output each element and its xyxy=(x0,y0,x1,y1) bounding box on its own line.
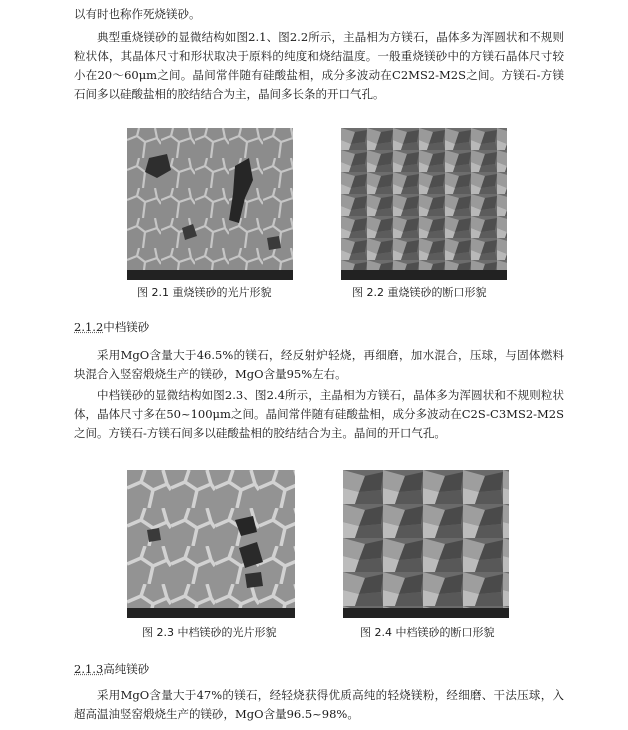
section-heading-high-purity xyxy=(74,660,149,679)
paragraph-intro-tail: 以有时也称作死烧镁砂。 xyxy=(74,7,201,21)
figure-2-3-polished-section-image xyxy=(127,470,295,618)
figure-2-1-caption: 图 2.1 重烧镁砂的光片形貌 xyxy=(137,286,272,299)
figure-2-4-caption: 图 2.4 中档镁砂的断口形貌 xyxy=(360,626,495,639)
figure-2-1-polished-section-image xyxy=(127,128,293,280)
section-title: 高纯镁砂 xyxy=(103,662,150,676)
section-heading-medium-grade xyxy=(74,318,149,337)
section-number: 2.1.3 xyxy=(74,662,104,676)
figure-2-3-caption: 图 2.3 中档镁砂的光片形貌 xyxy=(142,626,277,639)
paragraph-heavy-burned-structure: 典型重烧镁砂的显微结构如图2.1、图2.2所示，主晶相为方镁石，晶体多为浑圆状和不规则粒状体，其晶体尺寸和形状取决于原料的纯度和烧结温度。一般重烧镁砂中的方镁石晶体尺寸较小在20～60μm之间。晶间常伴随有硅酸盐相，成分多波动在C2MS2-M2S之间。方镁石-方镁石间多以硅酸盐相的胶结结合为主，晶间多长条的开口气孔。 xyxy=(74,30,564,101)
figure-2-2-caption: 图 2.2 重烧镁砂的断口形貌 xyxy=(352,286,487,299)
section-title: 中档镁砂 xyxy=(103,320,150,334)
figure-2-2-fracture-image xyxy=(341,128,507,280)
paragraph-high-purity-process: 采用MgO含量大于47%的镁石，经轻烧获得优质高纯的轻烧镁粉，经细磨、干法压球，入超高温油竖窑煅烧生产的镁砂，MgO含量96.5~98%。 xyxy=(74,688,564,721)
paragraph-medium-grade-structure: 中档镁砂的显微结构如图2.3、图2.4所示，主晶相为方镁石，晶体多为浑圆状和不规则粒状体，晶体尺寸多在50~100μm之间。晶间常伴随有硅酸盐相，成分多波动在C2S-C3MS2-M2S之间。方镁石-方镁石间多以硅酸盐相的胶结结合为主。晶间的开口气孔。 xyxy=(74,388,564,440)
figure-2-4-fracture-image xyxy=(343,470,509,618)
section-number: 2.1.2 xyxy=(74,320,104,334)
paragraph-medium-grade-process: 采用MgO含量大于46.5%的镁石，经反射炉轻烧，再细磨，加水混合，压球，与固体燃料块混合入竖窑煅烧生产的镁砂，MgO含量95%左右。 xyxy=(74,348,564,381)
